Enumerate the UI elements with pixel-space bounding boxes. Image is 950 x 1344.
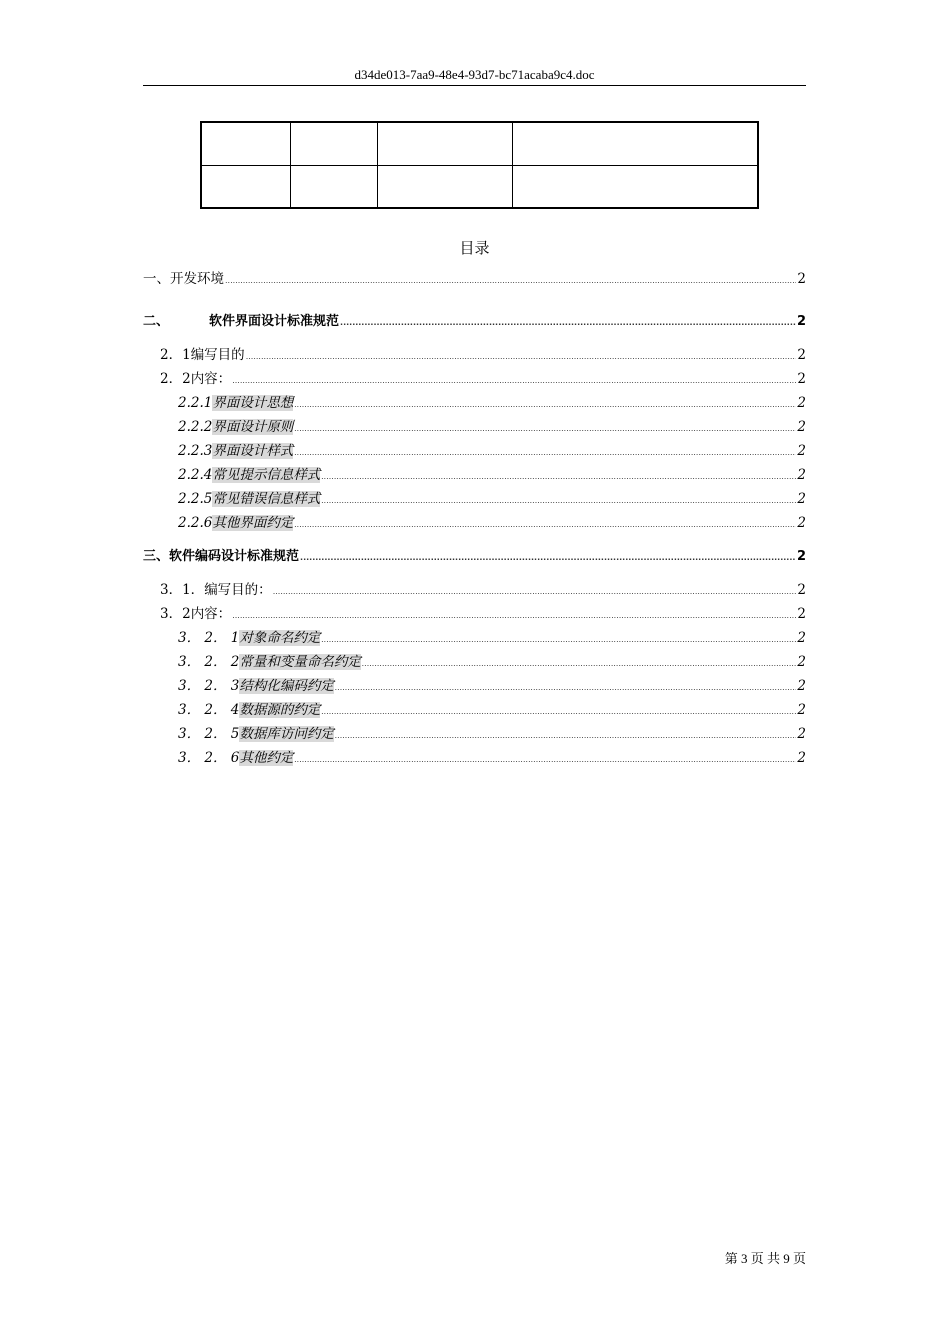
toc-entry-number: 2.2.6 (178, 515, 213, 531)
toc-entry[interactable] (178, 678, 806, 696)
toc-leader (294, 395, 796, 413)
table-cell (291, 122, 378, 165)
toc-entry[interactable] (178, 443, 806, 461)
toc-leader (246, 347, 797, 365)
toc-leader (294, 419, 796, 437)
toc-entry-text: 其他界面约定 (212, 515, 294, 531)
toc-entry-text: 开发环境 (170, 271, 224, 287)
blank-table (200, 121, 759, 209)
toc-entry-text: 编写目的： (204, 582, 272, 598)
toc-entry[interactable] (178, 515, 806, 533)
toc-leader (294, 750, 796, 768)
header-divider (143, 85, 806, 86)
toc-entry-text: 界面设计思想 (212, 395, 294, 411)
table-row (201, 165, 758, 208)
toc-entry-text: 数据源的约定 (239, 702, 321, 718)
toc-leader (335, 678, 797, 696)
toc-entry-number: 2．2 (160, 371, 191, 387)
toc-entry[interactable] (143, 314, 806, 331)
table-cell (201, 122, 291, 165)
toc-page-number: 2 (797, 419, 806, 435)
toc-entry-number: 一、 (143, 271, 170, 287)
toc-entry[interactable] (178, 654, 806, 672)
toc-entry-number: 2.2.1 (178, 395, 213, 411)
table-cell (291, 165, 378, 208)
toc-page-number: 2 (796, 549, 806, 564)
toc-page-number: 2 (797, 654, 806, 670)
toc-entry[interactable] (178, 750, 806, 768)
table-cell (201, 165, 291, 208)
toc-entry-text: 对象命名约定 (239, 630, 321, 646)
toc-entry-text: 其他约定 (239, 750, 294, 766)
toc-entry-text: 内容： (190, 606, 232, 622)
toc-entry[interactable] (178, 491, 806, 509)
toc-leader (340, 314, 796, 331)
toc-leader (294, 515, 796, 533)
table-cell (378, 165, 513, 208)
toc-page-number: 2 (797, 443, 806, 459)
toc-page-number: 2 (797, 395, 806, 411)
document-header-filename: d34de013-7aa9-48e4-93d7-bc71acaba9c4.doc (354, 67, 595, 82)
toc-entry-text: 数据库访问约定 (239, 726, 334, 742)
toc-entry-number: 3． 2． 6 (178, 750, 240, 766)
toc-entry[interactable] (160, 582, 806, 600)
toc-entry-text: 结构化编码约定 (239, 678, 334, 694)
toc-entry[interactable] (178, 467, 806, 485)
toc-entry-number: 3．1． (160, 582, 205, 598)
toc-entry-number: 三、 (143, 549, 170, 564)
toc-entry[interactable] (178, 630, 806, 648)
toc-entry[interactable] (143, 271, 806, 289)
table-cell (378, 122, 513, 165)
toc-entry-text: 常见提示信息样式 (212, 467, 321, 483)
toc-entry-text: 编写目的 (190, 347, 245, 363)
toc-entry-text: 内容： (190, 371, 232, 387)
toc-page-number: 2 (797, 467, 806, 483)
page-footer: 第 3 页 共 9 页 (724, 1251, 806, 1266)
toc-leader (362, 654, 797, 672)
toc-page-number: 2 (797, 491, 806, 507)
toc-leader (232, 371, 796, 389)
toc-leader (300, 549, 796, 566)
toc-leader (273, 582, 797, 600)
toc-entry-text: 界面设计原则 (212, 419, 294, 435)
toc-leader (335, 726, 797, 744)
toc-entry-number: 2.2.5 (178, 491, 213, 507)
toc-page-number: 2 (797, 726, 806, 742)
table-cell (513, 165, 759, 208)
toc-leader (294, 443, 796, 461)
table-cell (513, 122, 759, 165)
toc-page-number: 2 (797, 678, 806, 694)
toc-entry-number: 3．2 (160, 606, 191, 622)
toc-entry[interactable] (178, 419, 806, 437)
toc-entry-number: 3． 2． 4 (178, 702, 240, 718)
toc-entry-number: 3． 2． 5 (178, 726, 240, 742)
table-row (201, 122, 758, 165)
toc-entry-number: 3． 2． 3 (178, 678, 240, 694)
toc-entry[interactable] (178, 726, 806, 744)
toc-entry-number: 3． 2． 1 (178, 630, 240, 646)
toc-leader (321, 702, 796, 720)
toc-entry-text: 常见错误信息样式 (212, 491, 321, 507)
toc-entry-text: 软件界面设计标准规范 (209, 314, 340, 329)
toc-entry-text: 界面设计样式 (212, 443, 294, 459)
toc-entry-text: 软件编码设计标准规范 (169, 549, 300, 564)
toc-entry-number: 2．1 (160, 347, 191, 363)
toc-page-number: 2 (797, 271, 806, 287)
toc-entry-number: 2.2.4 (178, 467, 213, 483)
toc-entry[interactable] (178, 395, 806, 413)
toc-page-number: 2 (797, 750, 806, 766)
toc-entry-number: 二、 (143, 314, 170, 329)
toc-entry-number: 2.2.2 (178, 419, 213, 435)
toc-entry[interactable] (160, 371, 806, 389)
toc-entry[interactable] (178, 702, 806, 720)
toc-entry-text: 常量和变量命名约定 (239, 654, 361, 670)
toc-entry[interactable] (143, 549, 806, 566)
toc-leader (321, 491, 796, 509)
toc-leader (225, 271, 796, 289)
toc-leader (321, 630, 796, 648)
toc-leader (232, 606, 796, 624)
toc-page-number: 2 (796, 314, 806, 329)
toc-title: 目录 (459, 239, 490, 257)
toc-entry[interactable] (160, 606, 806, 624)
toc-page-number: 2 (797, 515, 806, 531)
toc-page-number: 2 (797, 347, 806, 363)
toc-page-number: 2 (797, 606, 806, 622)
toc-leader (321, 467, 796, 485)
toc-page-number: 2 (797, 702, 806, 718)
toc-page-number: 2 (797, 630, 806, 646)
toc-entry-number: 2.2.3 (178, 443, 213, 459)
toc-entry-number: 3． 2． 2 (178, 654, 240, 670)
toc-page-number: 2 (797, 582, 806, 598)
toc-entry[interactable] (160, 347, 806, 365)
toc-page-number: 2 (797, 371, 806, 387)
